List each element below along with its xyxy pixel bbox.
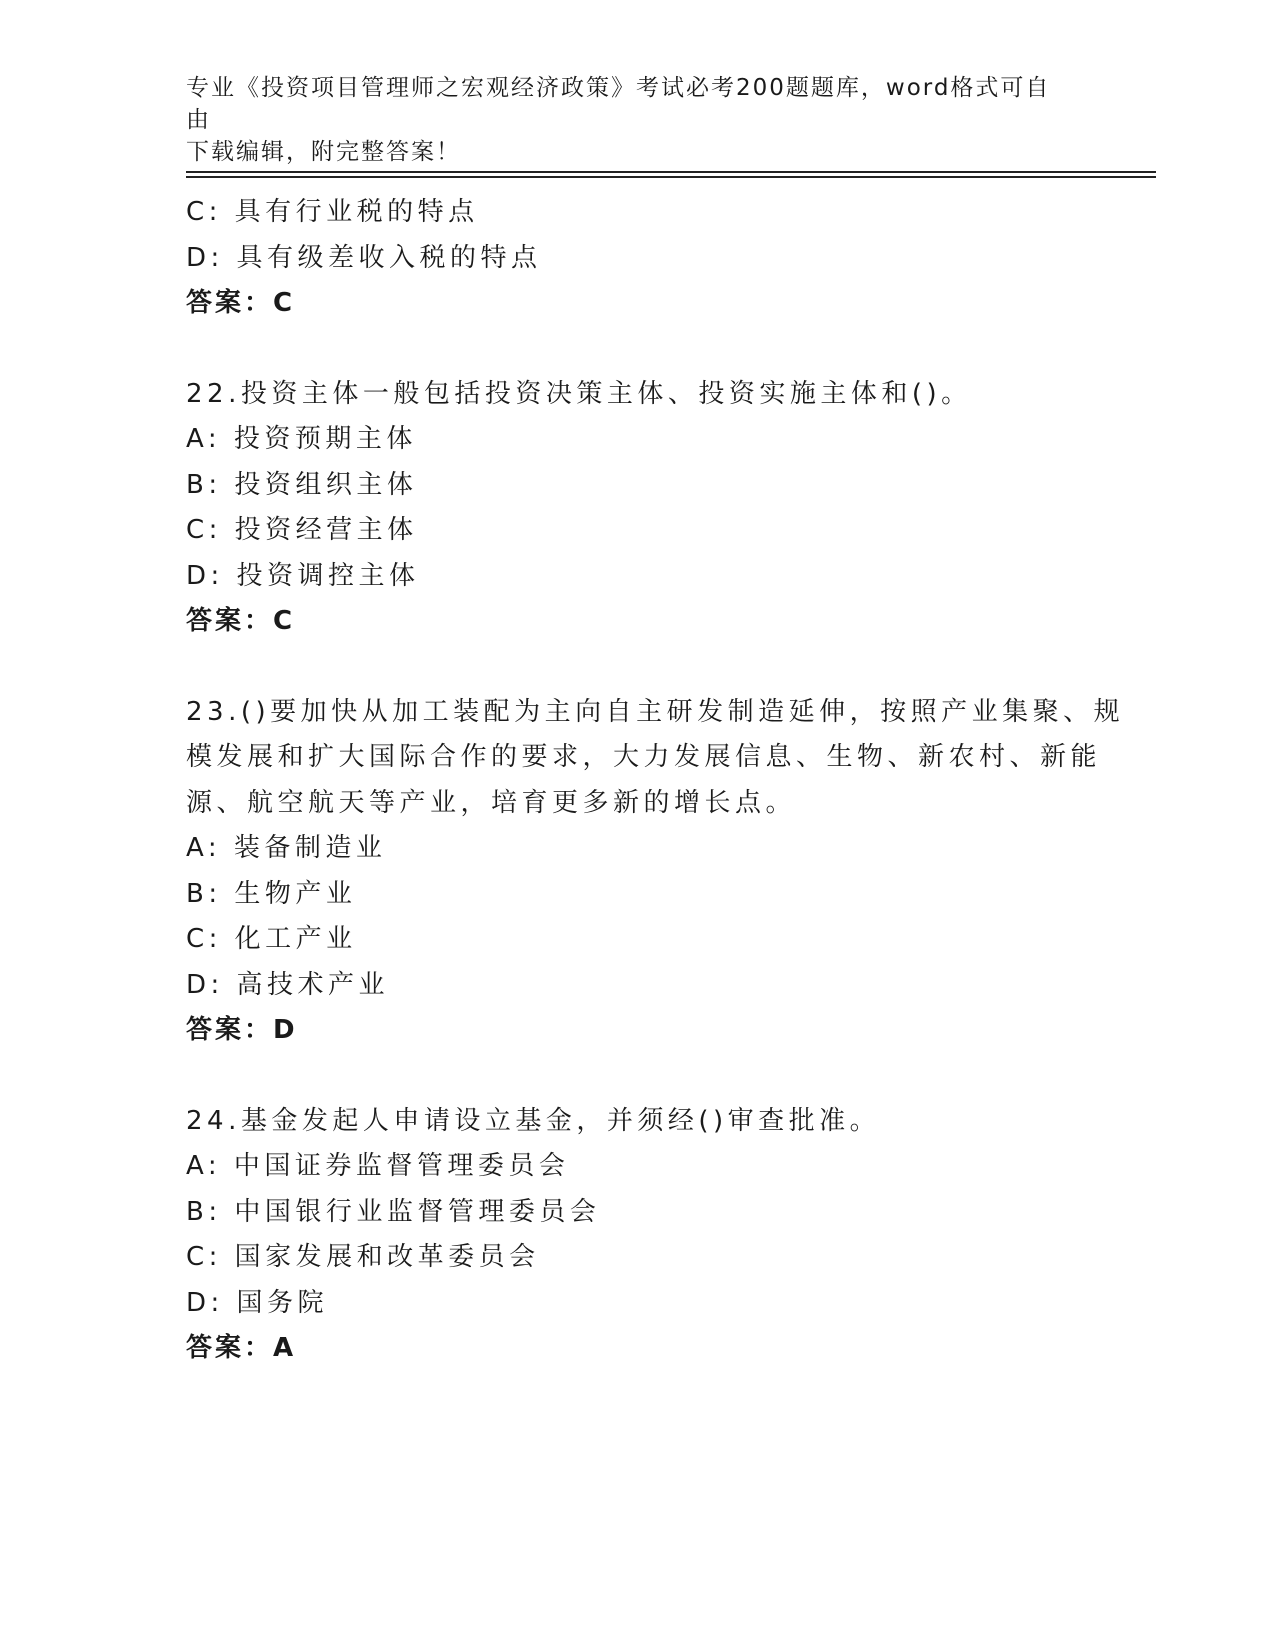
option-d: D: 具有级差收入税的特点 [186, 242, 542, 273]
answer-text: 答案：A [186, 1333, 297, 1363]
option-d: D: 投资调控主体 [186, 560, 420, 591]
question-stem: 22.投资主体一般包括投资决策主体、投资实施主体和()。 [186, 378, 972, 409]
header-line-2: 下载编辑，附完整答案！ [186, 139, 461, 165]
option-d: D: 国务院 [186, 1287, 329, 1318]
question-stem-line-1: 23.()要加快从加工装配为主向自主研发制造延伸，按照产业集聚、规 [186, 696, 1125, 727]
question-22 [186, 372, 1086, 645]
answer-text: 答案：C [186, 606, 296, 636]
answer-text: 答案：D [186, 1015, 298, 1045]
option-a: A: 装备制造业 [186, 833, 387, 863]
option-a: A: 中国证券监督管理委员会 [186, 1151, 570, 1181]
question-stem-line-3: 源、航空航天等产业，培育更多新的增长点。 [186, 787, 797, 818]
option-b: B: 投资组织主体 [186, 469, 418, 500]
header-line-1: 专业《投资项目管理师之宏观经济政策》考试必考200题题库，word格式可自由 [186, 75, 1051, 133]
answer-text: 答案：C [186, 288, 296, 318]
option-c: C: 化工产业 [186, 924, 357, 954]
spacer [186, 645, 1086, 690]
question-21-tail [186, 190, 1086, 327]
option-d: D: 高技术产业 [186, 969, 390, 1000]
header-rule-bottom [186, 176, 1156, 178]
question-stem: 24.基金发起人申请设立基金，并须经()审查批准。 [186, 1105, 881, 1136]
spacer [186, 327, 1086, 372]
option-c: C: 国家发展和改革委员会 [186, 1242, 540, 1272]
header-rule-top [186, 171, 1156, 173]
question-list [186, 190, 1125, 1372]
question-24 [186, 1099, 1086, 1372]
option-c: C: 具有行业税的特点 [186, 197, 479, 227]
option-a: A: 投资预期主体 [186, 424, 417, 454]
spacer [186, 1054, 1086, 1099]
document-header [186, 72, 1066, 168]
question-stem-line-2: 模发展和扩大国际合作的要求，大力发展信息、生物、新农村、新能 [186, 742, 1102, 772]
question-23 [186, 690, 1125, 1054]
option-c: C: 投资经营主体 [186, 515, 418, 545]
option-b: B: 生物产业 [186, 878, 357, 909]
option-b: B: 中国银行业监督管理委员会 [186, 1196, 601, 1227]
